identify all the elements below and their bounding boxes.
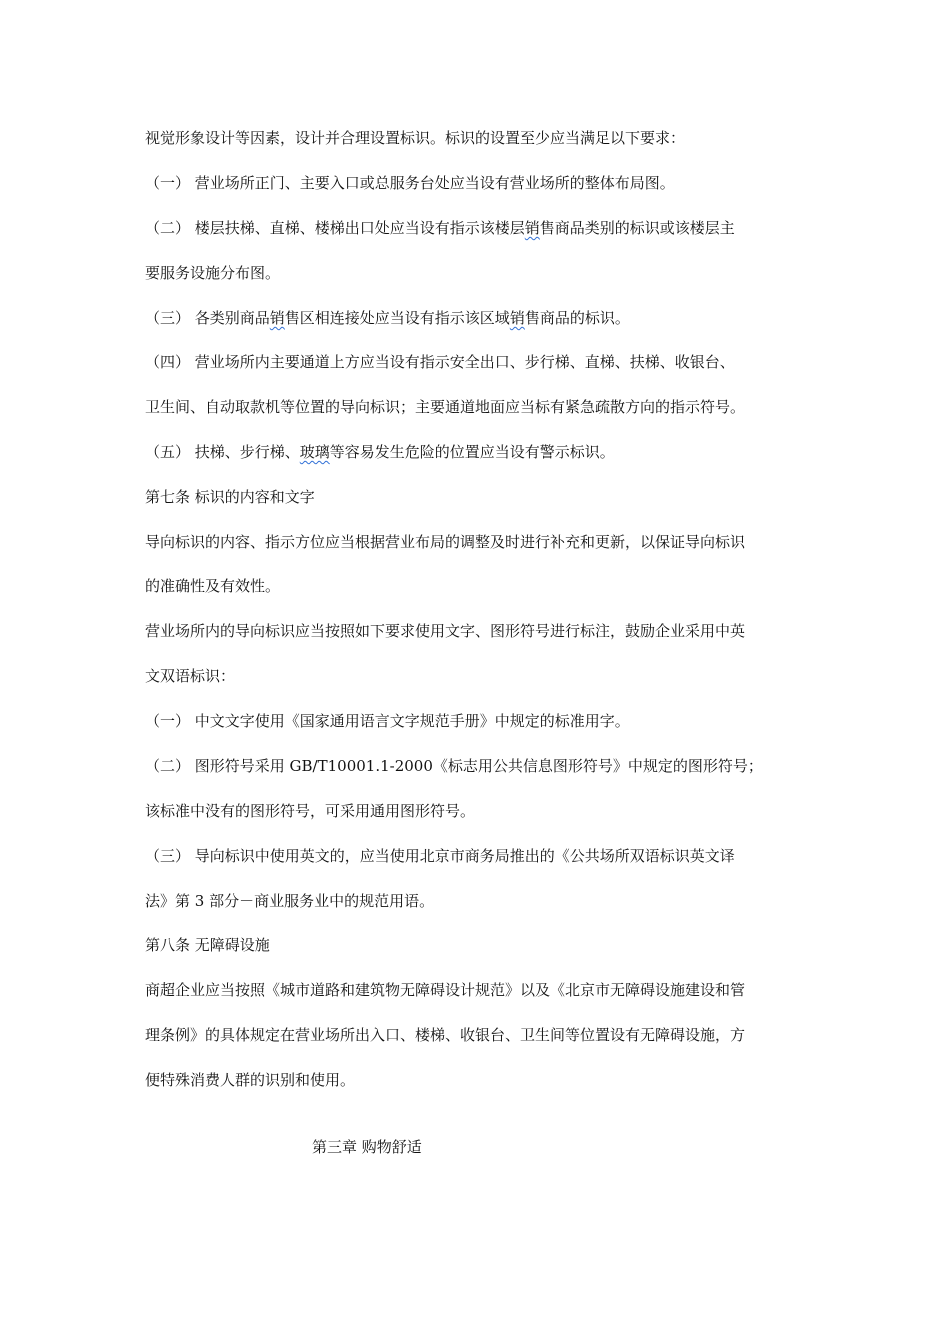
section-heading (145, 487, 315, 507)
text: （三） 导向标识中使用英文的，应当使用北京市商务局推出的《公共场所双语标识英文译 (145, 847, 735, 865)
list-item-1 (145, 173, 675, 193)
paragraph-line (145, 576, 280, 596)
paragraph-line (145, 263, 280, 283)
paragraph-line (145, 128, 685, 148)
text: 第七条 标识的内容和文字 (145, 488, 315, 506)
text: 要服务设施分布图。 (145, 264, 281, 282)
list-item-1 (145, 711, 630, 731)
spellcheck-flagged-word[interactable]: 销 (509, 309, 525, 327)
text: 售商品类别的标识或该楼层主 (539, 219, 735, 237)
text: 该标准中没有的图形符号，可采用通用图形符号。 (145, 802, 476, 820)
list-item-5 (145, 442, 615, 462)
list-item-4 (145, 352, 735, 372)
text: 理条例》的具体规定在营业场所出入口、楼梯、收银台、卫生间等位置设有无障碍设施，方 (145, 1026, 746, 1044)
text: （五） 扶梯、步行梯、 (145, 443, 300, 461)
text: （一） 中文文字使用《国家通用语言文字规范手册》中规定的标准用字。 (145, 712, 630, 730)
paragraph-line (145, 621, 745, 641)
paragraph-line (145, 666, 235, 686)
text: 等容易发生危险的位置应当设有警示标识。 (329, 443, 615, 461)
paragraph-line (145, 980, 745, 1000)
paragraph-line (145, 1070, 355, 1090)
spellcheck-flagged-word[interactable]: 销 (269, 309, 285, 327)
text: 导向标识的内容、指示方位应当根据营业布局的调整及时进行补充和更新，以保证导向标识 (145, 533, 746, 551)
text: 售商品的标识。 (524, 309, 630, 327)
chapter-heading (312, 1137, 422, 1157)
paragraph-line (145, 532, 745, 552)
text: 视觉形象设计等因素，设计并合理设置标识。标识的设置至少应当满足以下要求： (145, 129, 686, 147)
text: （四） 营业场所内主要通道上方应当设有指示安全出口、步行梯、直梯、扶梯、收银台、 (145, 353, 735, 371)
text: 的准确性及有效性。 (145, 577, 281, 595)
text: 售区相连接处应当设有指示该区域 (284, 309, 510, 327)
list-item-2 (145, 756, 763, 776)
text: 法》第 3 部分－商业服务业中的规范用语。 (145, 892, 435, 910)
section-heading (145, 935, 270, 955)
paragraph-line (145, 801, 475, 821)
text: （二） 图形符号采用 GB/T10001.1-2000《标志用公共信息图形符号》中规定的图形符号； (145, 757, 763, 775)
spellcheck-flagged-word[interactable]: 玻璃 (299, 443, 330, 461)
text: （三） 各类别商品 (145, 309, 270, 327)
text: （一） 营业场所正门、主要入口或总服务台处应当设有营业场所的整体布局图。 (145, 174, 675, 192)
text: 文双语标识： (145, 667, 236, 685)
list-item-2 (145, 218, 735, 238)
paragraph-line (145, 397, 745, 417)
paragraph-line (145, 891, 434, 911)
text: 第八条 无障碍设施 (145, 936, 270, 954)
text: 营业场所内的导向标识应当按照如下要求使用文字、图形符号进行标注，鼓励企业采用中英 (145, 622, 746, 640)
list-item-3 (145, 308, 630, 328)
text: 便特殊消费人群的识别和使用。 (145, 1071, 356, 1089)
text: 卫生间、自动取款机等位置的导向标识；主要通道地面应当标有紧急疏散方向的指示符号。 (145, 398, 746, 416)
text: （二） 楼层扶梯、直梯、楼梯出口处应当设有指示该楼层 (145, 219, 525, 237)
text: 商超企业应当按照《城市道路和建筑物无障碍设计规范》以及《北京市无障碍设施建设和管 (145, 981, 746, 999)
text: 第三章 购物舒适 (312, 1138, 422, 1156)
spellcheck-flagged-word[interactable]: 销 (524, 219, 540, 237)
paragraph-line (145, 1025, 745, 1045)
list-item-3 (145, 846, 735, 866)
